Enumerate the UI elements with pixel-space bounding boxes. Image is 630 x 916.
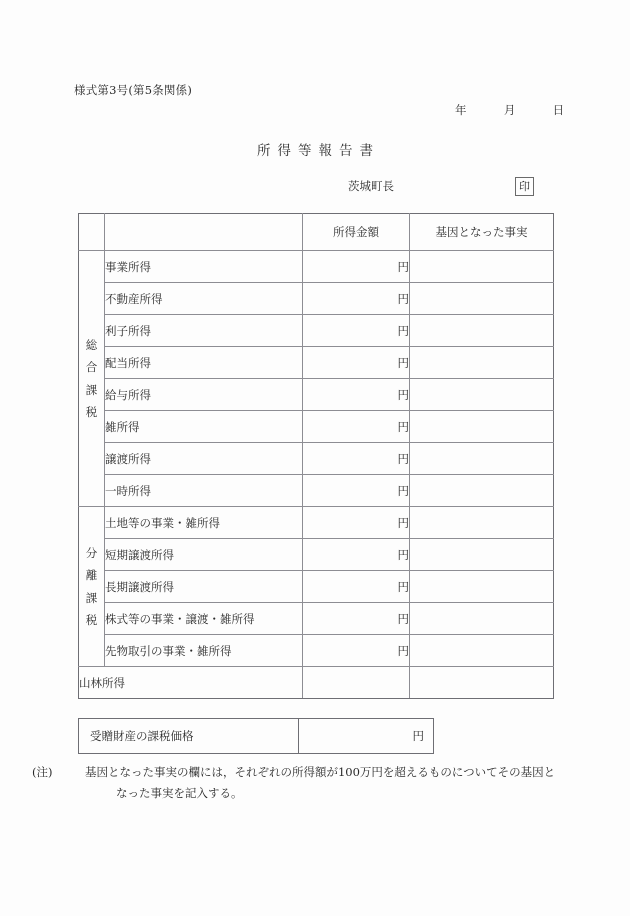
income-amount-cell[interactable]: 円 (303, 251, 410, 283)
income-fact-cell[interactable] (410, 347, 554, 379)
table-row (79, 251, 554, 283)
income-item-label: 一時所得 (105, 475, 303, 507)
income-item-label: 利子所得 (105, 315, 303, 347)
group-label-char: 合 (85, 360, 98, 375)
date-year: 年 (455, 103, 467, 117)
income-amount-cell[interactable]: 円 (303, 443, 410, 475)
group-label-char: 課 (85, 590, 98, 605)
income-amount-cell[interactable]: 円 (303, 315, 410, 347)
income-amount-cell[interactable]: 円 (303, 507, 410, 539)
gift-asset-table (78, 718, 434, 754)
group-label-char: 税 (85, 612, 98, 627)
group-label-char: 税 (85, 404, 98, 419)
income-item-label: 短期譲渡所得 (105, 539, 303, 571)
date-month: 月 (503, 103, 516, 117)
header-cell-amount: 所得金額 (303, 214, 410, 251)
income-fact-cell[interactable] (410, 379, 554, 411)
income-table (78, 213, 554, 699)
table-row (79, 667, 554, 699)
income-item-label: 譲渡所得 (105, 443, 303, 475)
income-fact-cell[interactable] (410, 603, 554, 635)
income-item-label: 不動産所得 (105, 283, 303, 315)
income-item-label: 配当所得 (105, 347, 303, 379)
income-fact-cell[interactable] (410, 571, 554, 603)
income-fact-cell[interactable] (410, 443, 554, 475)
income-fact-cell[interactable] (410, 539, 554, 571)
forestry-income-label: 山林所得 (79, 667, 303, 699)
table-row (79, 539, 554, 571)
table-row (79, 283, 554, 315)
forestry-fact-cell[interactable] (410, 667, 554, 699)
table-row (79, 507, 554, 539)
header-cell-group (79, 214, 105, 251)
date-day: 日 (552, 103, 565, 117)
seal-stamp-box: 印 (515, 177, 534, 196)
income-amount-cell[interactable]: 円 (303, 635, 410, 667)
income-fact-cell[interactable] (410, 635, 554, 667)
income-item-label: 株式等の事業・譲渡・雑所得 (105, 603, 303, 635)
income-fact-cell[interactable] (410, 283, 554, 315)
header-cell-item (105, 214, 303, 251)
form-code: 様式第3号(第5条関係) (74, 83, 193, 97)
document-title: 所得等報告書 (257, 143, 380, 159)
gift-label: 受贈財産の課税価格 (79, 719, 299, 754)
group-label-char: 分 (85, 545, 98, 560)
table-row (79, 603, 554, 635)
table-row (79, 379, 554, 411)
income-fact-cell[interactable] (410, 411, 554, 443)
gift-amount-cell[interactable]: 円 (299, 719, 434, 754)
income-item-label: 給与所得 (105, 379, 303, 411)
income-item-label: 先物取引の事業・雑所得 (105, 635, 303, 667)
income-amount-cell[interactable]: 円 (303, 475, 410, 507)
income-amount-cell[interactable]: 円 (303, 411, 410, 443)
income-amount-cell[interactable]: 円 (303, 571, 410, 603)
table-row (79, 635, 554, 667)
group-label-char: 総 (85, 337, 98, 352)
group-label-char: 課 (85, 382, 98, 397)
addressee: 茨城町長 (348, 179, 394, 193)
income-amount-cell[interactable]: 円 (303, 379, 410, 411)
table-header-row (79, 214, 554, 251)
table-row (79, 571, 554, 603)
table-row (79, 475, 554, 507)
forestry-amount-cell[interactable] (303, 667, 410, 699)
income-fact-cell[interactable] (410, 251, 554, 283)
income-fact-cell[interactable] (410, 475, 554, 507)
group-label-separate (79, 507, 105, 667)
footnote-text: 基因となった事実の欄には，それぞれの所得額が100万円を超えるものについてその基因となった事実を記入する。 (84, 765, 556, 801)
income-fact-cell[interactable] (410, 507, 554, 539)
date-line (455, 102, 564, 118)
group-label-char: 離 (85, 568, 98, 583)
income-item-label: 事業所得 (105, 251, 303, 283)
table-row (79, 411, 554, 443)
income-amount-cell[interactable]: 円 (303, 283, 410, 315)
group-label-comprehensive (79, 251, 105, 507)
income-item-label: 土地等の事業・雑所得 (105, 507, 303, 539)
footnote: (注) 基因となった事実の欄には，それぞれの所得額が100万円を超えるものについてその基因となった事実を記入する。 (32, 765, 556, 801)
table-row (79, 347, 554, 379)
income-amount-cell[interactable]: 円 (303, 539, 410, 571)
income-fact-cell[interactable] (410, 315, 554, 347)
table-row (79, 315, 554, 347)
income-item-label: 長期譲渡所得 (105, 571, 303, 603)
table-row (79, 719, 434, 754)
income-amount-cell[interactable]: 円 (303, 603, 410, 635)
income-amount-cell[interactable]: 円 (303, 347, 410, 379)
table-row (79, 443, 554, 475)
header-cell-fact: 基因となった事実 (410, 214, 554, 251)
income-item-label: 雑所得 (105, 411, 303, 443)
